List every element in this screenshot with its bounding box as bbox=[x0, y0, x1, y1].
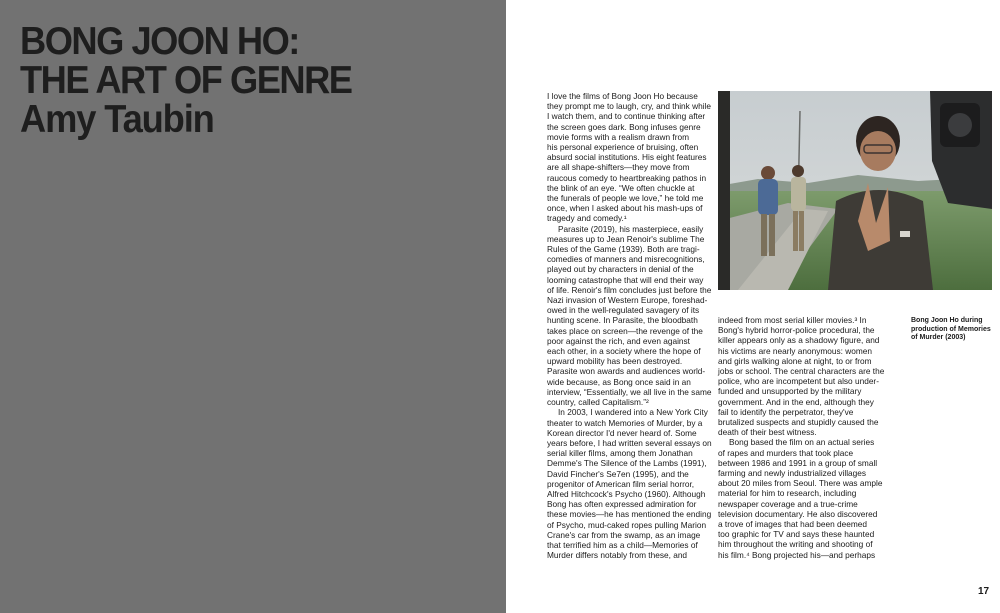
photo-caption bbox=[911, 317, 991, 343]
text-line: movie forms with a realism drawn from bbox=[547, 131, 690, 142]
author-name: Amy Taubin bbox=[20, 98, 214, 141]
text-line: absurd social institutions. His eight features bbox=[547, 152, 707, 163]
text-line: fail to identify the perpetrator, they've bbox=[718, 406, 854, 417]
text-line: takes place on screen—the revenge of the bbox=[547, 325, 703, 336]
text-line: of life. Renoir's film concludes just before the bbox=[547, 284, 712, 295]
text-line: farming and newly industrialized villages bbox=[718, 468, 867, 479]
text-line: hunting scene. In Parasite, the bloodbath bbox=[547, 315, 698, 326]
caption-line: production of Memories bbox=[911, 325, 991, 333]
text-line: death of their best witness. bbox=[718, 427, 817, 438]
text-line: Crane's car from the swamp, as an image bbox=[547, 529, 701, 540]
text-line: these movies—he has mentioned the ending bbox=[547, 509, 712, 520]
photo-illustration bbox=[718, 91, 992, 290]
text-line: Parasite (2019), his masterpiece, easily bbox=[558, 223, 704, 234]
text-line: serial killer films, among them Jonathan bbox=[547, 448, 693, 459]
body-column-1 bbox=[547, 91, 713, 560]
text-line: that terrified him as a child—Memories of bbox=[547, 539, 698, 550]
text-line: interview, “Essentially, we all live in the same bbox=[547, 386, 712, 397]
text-line: him throughout the writing and shooting of bbox=[718, 539, 873, 550]
text-line: David Fincher's Se7en (1995), and the bbox=[547, 468, 689, 479]
paragraph bbox=[547, 224, 713, 408]
text-line: material for him to research, including bbox=[718, 488, 857, 499]
text-line: country, called Capitalism.”² bbox=[547, 397, 649, 408]
text-line: of rapes and murders that took place bbox=[718, 447, 854, 458]
text-line: each other, in a society where the hope of bbox=[547, 346, 701, 357]
text-line: upward mobility has been destroyed. bbox=[547, 356, 683, 367]
text-line: television documentary. He also discovered bbox=[718, 508, 878, 519]
text-line: indeed from most serial killer movies.³ In bbox=[718, 315, 867, 325]
text-line: measures up to Jean Renoir's sublime The bbox=[547, 233, 705, 244]
text-line: are all shape-shifters—they move from bbox=[547, 162, 690, 173]
text-line: comedies of manners and misrecognitions, bbox=[547, 254, 705, 265]
text-line: Demme's The Silence of the Lambs (1991), bbox=[547, 458, 707, 469]
text-line: government. And in the end, although they bbox=[718, 396, 874, 407]
text-line: about 20 miles from Seoul. There was ample bbox=[718, 478, 883, 489]
text-line: his victims are nearly anonymous: women bbox=[718, 345, 873, 356]
text-line: the screen goes dark. Bong infuses genre bbox=[547, 121, 701, 132]
text-line: raucous comedy to heartbreaking pathos in bbox=[547, 172, 707, 183]
text-line: the funerals of people we love,” he told me bbox=[547, 193, 704, 204]
text-line: I watch them, and to continue thinking after bbox=[547, 111, 706, 122]
text-line: a trove of images that had been deemed bbox=[718, 519, 867, 530]
text-line: Bong's hybrid horror-police procedural, the bbox=[718, 325, 875, 336]
page-number: 17 bbox=[978, 586, 990, 597]
text-line: owed in the well-regulated savagery of its bbox=[547, 305, 700, 316]
title-line-2: THE ART OF GENRE bbox=[20, 59, 352, 102]
body-column-2 bbox=[718, 315, 884, 560]
paragraph bbox=[718, 315, 884, 437]
text-line: jobs or school. The central characters are the bbox=[718, 366, 885, 377]
text-line: brutalized suspects and stupidly caused the bbox=[718, 417, 879, 428]
paragraph bbox=[547, 91, 713, 224]
text-line: his personal experience of bruising, often bbox=[547, 142, 699, 153]
text-line: Nazi invasion of Western Europe, foreshad- bbox=[547, 295, 708, 306]
text-line: looming catastrophe that will end their way bbox=[547, 274, 704, 285]
title-line-1: BONG JOON HO: bbox=[20, 20, 299, 63]
text-line: theater to watch Memories of Murder, by a bbox=[547, 417, 703, 428]
text-line: Bong based the film on an actual series bbox=[729, 437, 875, 448]
text-line: police, who are incompetent but also under- bbox=[718, 376, 879, 387]
text-line: Murder differs notably from these, and bbox=[547, 550, 688, 561]
text-line: Bong has often expressed admiration for bbox=[547, 499, 697, 510]
text-line: Parasite won awards and audiences world- bbox=[547, 366, 706, 377]
text-line: killer appears only as a shadowy figure, and bbox=[718, 335, 880, 346]
text-line: Alfred Hitchcock's Psycho (1960). Although bbox=[547, 488, 706, 499]
text-line: years before, I had written several essays on bbox=[547, 437, 712, 448]
text-line: poor against the rich, and even against bbox=[547, 335, 690, 346]
title-block bbox=[20, 22, 352, 139]
text-line: between 1986 and 1991 in a group of small bbox=[718, 457, 878, 468]
text-line: wide because, as Bong once said in an bbox=[547, 376, 691, 387]
production-photo bbox=[718, 91, 992, 290]
caption-line: of Murder (2003) bbox=[911, 334, 966, 342]
text-line: the blink of an eye. “We often chuckle at bbox=[547, 182, 695, 193]
text-line: and girls walking alone at night, to or from bbox=[718, 355, 872, 366]
text-line: of Psycho, mud-caked ropes pulling Marion bbox=[547, 519, 707, 530]
text-line: newspaper coverage and a true-crime bbox=[718, 498, 858, 509]
paragraph bbox=[718, 437, 884, 559]
text-line: played out by characters in denial of the bbox=[547, 264, 694, 275]
text-line: his film.⁴ Bong projected his—and perhaps bbox=[718, 549, 876, 560]
caption-line: Bong Joon Ho during bbox=[911, 317, 983, 324]
text-line: too graphic for TV and says these haunted bbox=[718, 529, 875, 540]
text-line: they prompt me to laugh, cry, and think while bbox=[547, 101, 712, 112]
paragraph bbox=[547, 407, 713, 560]
text-line: Korean director I'd never heard of. Some bbox=[547, 427, 697, 438]
text-line: funded and unsupported by the military bbox=[718, 386, 862, 397]
text-line: once, when I asked about his mash-ups of bbox=[547, 203, 703, 214]
text-line: I love the films of Bong Joon Ho because bbox=[547, 91, 698, 101]
text-line: In 2003, I wandered into a New York City bbox=[558, 407, 708, 418]
text-line: Rules of the Game (1939). Both are tragi- bbox=[547, 244, 700, 255]
text-line: progenitor of American film serial horror, bbox=[547, 478, 695, 489]
text-line: tragedy and comedy.¹ bbox=[547, 213, 627, 224]
